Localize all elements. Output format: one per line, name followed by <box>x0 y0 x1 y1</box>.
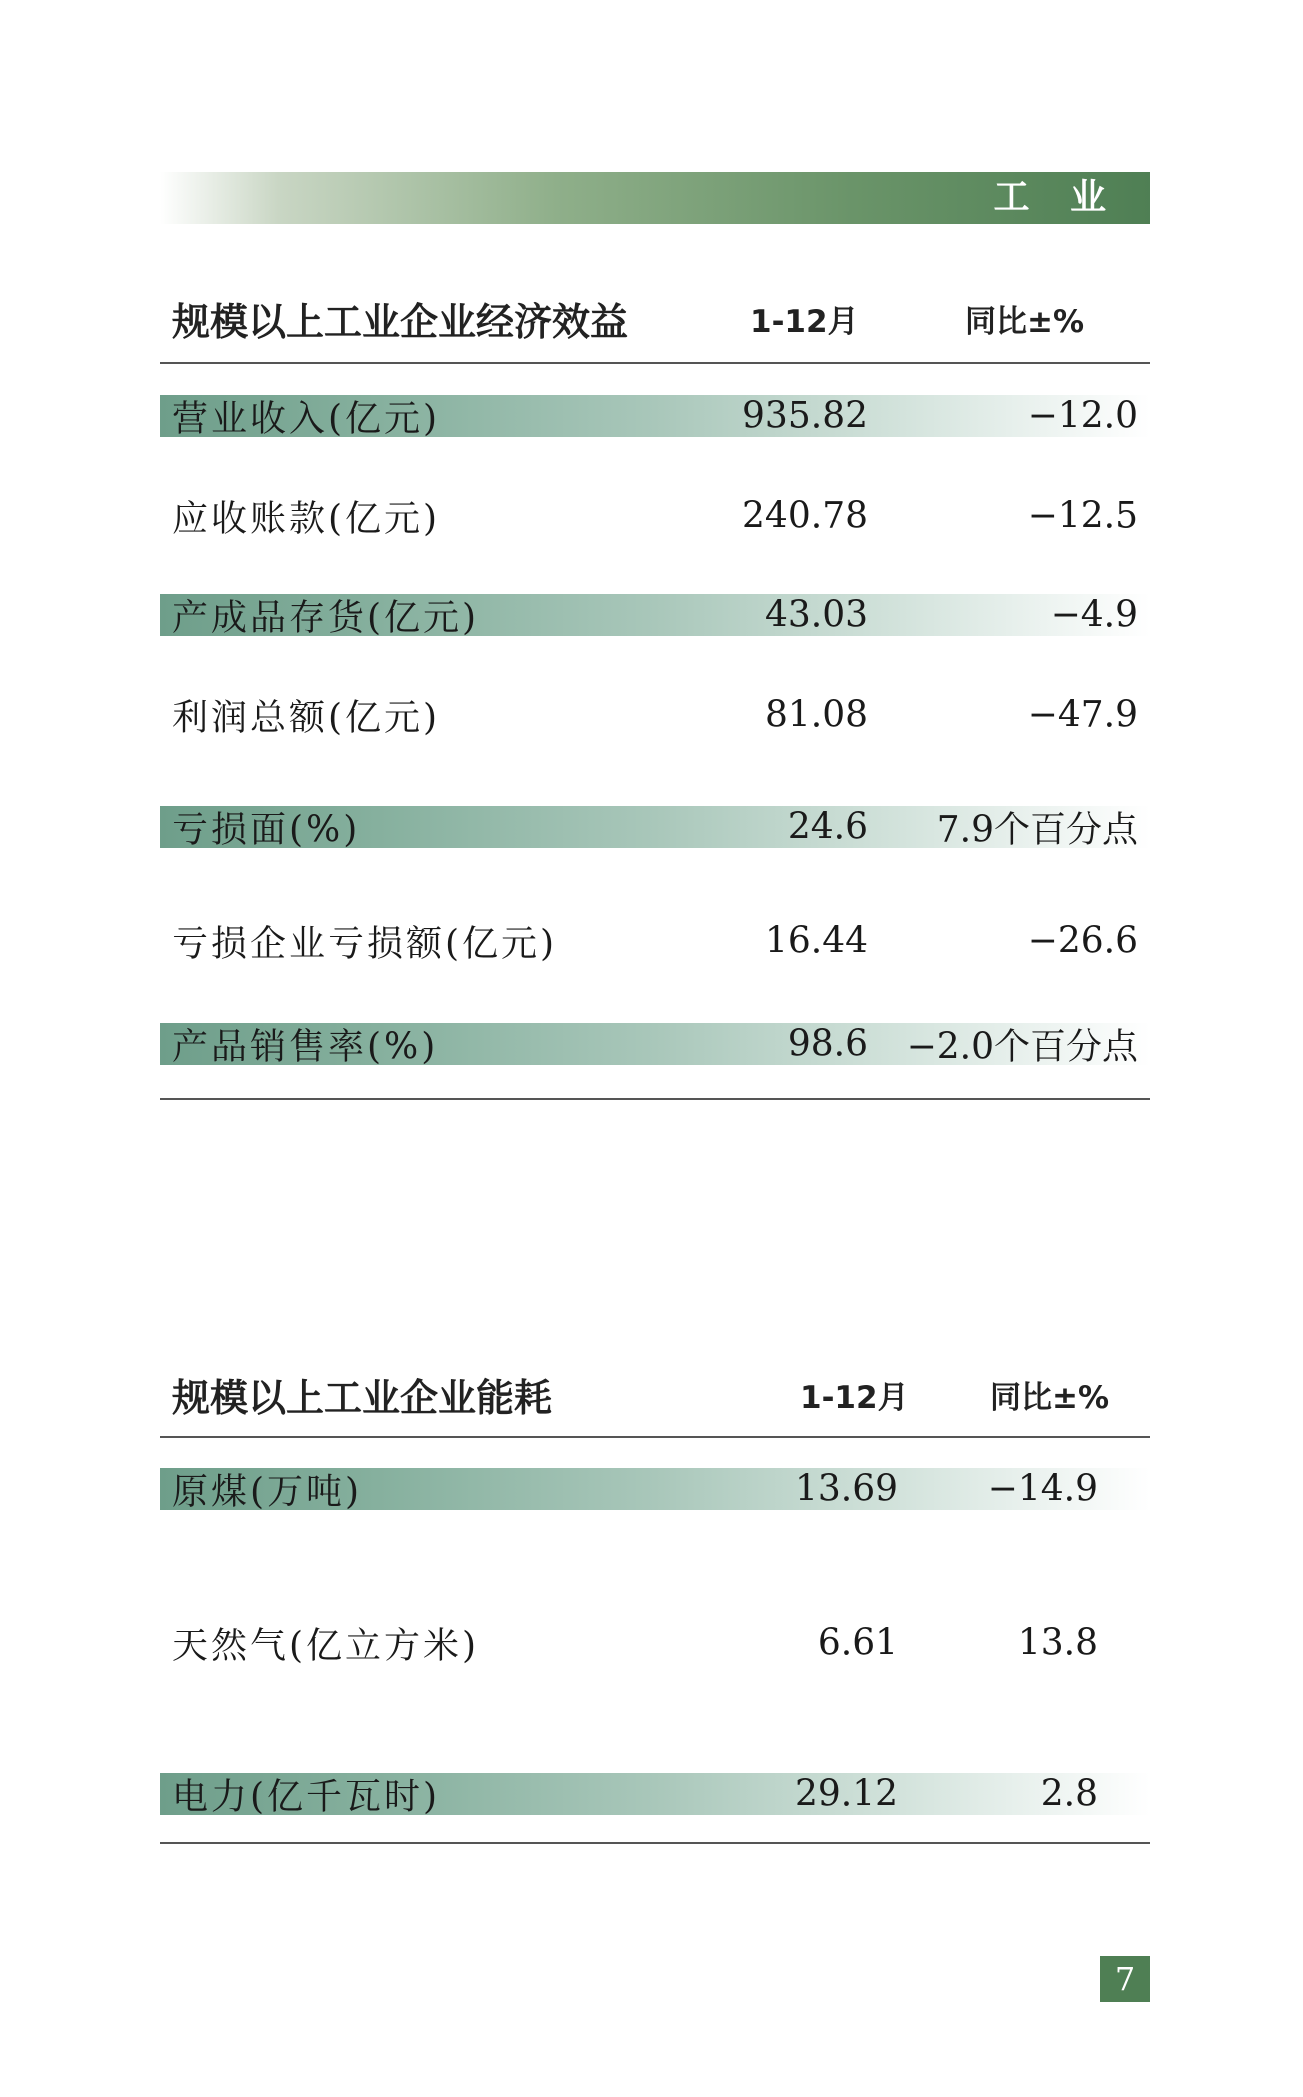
row-value: 240.78 <box>742 495 868 537</box>
header-rule <box>160 1436 1150 1438</box>
table-header-economic <box>160 292 1150 352</box>
table-row <box>160 806 1150 851</box>
row-yoy: −47.9 <box>1027 694 1138 736</box>
row-value: 43.03 <box>764 594 868 636</box>
table-row <box>160 918 1150 964</box>
row-value: 935.82 <box>742 395 868 437</box>
table-row <box>160 395 1150 440</box>
table-bottom-rule <box>160 1098 1150 1100</box>
table-row <box>160 692 1150 738</box>
row-yoy: 13.8 <box>1017 1622 1098 1664</box>
row-label: 营业收入(亿元) <box>172 398 441 440</box>
table-bottom-rule <box>160 1842 1150 1844</box>
row-label: 产品销售率(%) <box>172 1026 439 1068</box>
column-header-period: 1-12月 <box>750 304 859 340</box>
row-value: 98.6 <box>787 1023 868 1065</box>
row-yoy: 2.8 <box>1040 1773 1098 1815</box>
column-header-period: 1-12月 <box>800 1380 909 1416</box>
row-label: 亏损企业亏损额(亿元) <box>172 923 558 965</box>
row-label: 电力(亿千瓦时) <box>172 1776 441 1818</box>
table-row <box>160 1620 1150 1666</box>
row-value: 13.69 <box>794 1468 898 1510</box>
header-rule <box>160 362 1150 364</box>
table-row <box>160 1023 1150 1068</box>
row-yoy: −14.9 <box>987 1468 1098 1510</box>
table-row <box>160 594 1150 639</box>
table-title: 规模以上工业企业能耗 <box>172 1376 553 1420</box>
row-value: 29.12 <box>794 1773 898 1815</box>
row-label: 天然气(亿立方米) <box>172 1625 480 1667</box>
row-yoy: −12.5 <box>1027 495 1138 537</box>
section-banner <box>160 172 1150 224</box>
row-value: 24.6 <box>787 806 868 848</box>
row-label: 利润总额(亿元) <box>172 697 441 739</box>
table-header-energy <box>160 1368 1150 1428</box>
table-row <box>160 1773 1150 1818</box>
row-yoy: −4.9 <box>1050 594 1138 636</box>
row-label: 应收账款(亿元) <box>172 498 441 540</box>
row-yoy: −26.6 <box>1027 920 1138 962</box>
row-yoy: 7.9个百分点 <box>936 809 1138 851</box>
row-yoy: −2.0个百分点 <box>906 1026 1138 1068</box>
row-label: 亏损面(%) <box>172 809 361 851</box>
column-header-yoy: 同比±% <box>965 304 1085 340</box>
row-value: 16.44 <box>764 920 868 962</box>
row-value: 6.61 <box>817 1622 898 1664</box>
page-number: 7 <box>1100 1956 1150 2002</box>
row-yoy: −12.0 <box>1027 395 1138 437</box>
row-label: 产成品存货(亿元) <box>172 597 480 639</box>
table-row <box>160 1468 1150 1513</box>
row-value: 81.08 <box>764 694 868 736</box>
table-row <box>160 493 1150 539</box>
banner-title: 工 业 <box>993 177 1120 218</box>
column-header-yoy: 同比±% <box>990 1380 1110 1416</box>
table-title: 规模以上工业企业经济效益 <box>172 300 629 344</box>
row-label: 原煤(万吨) <box>172 1471 363 1513</box>
